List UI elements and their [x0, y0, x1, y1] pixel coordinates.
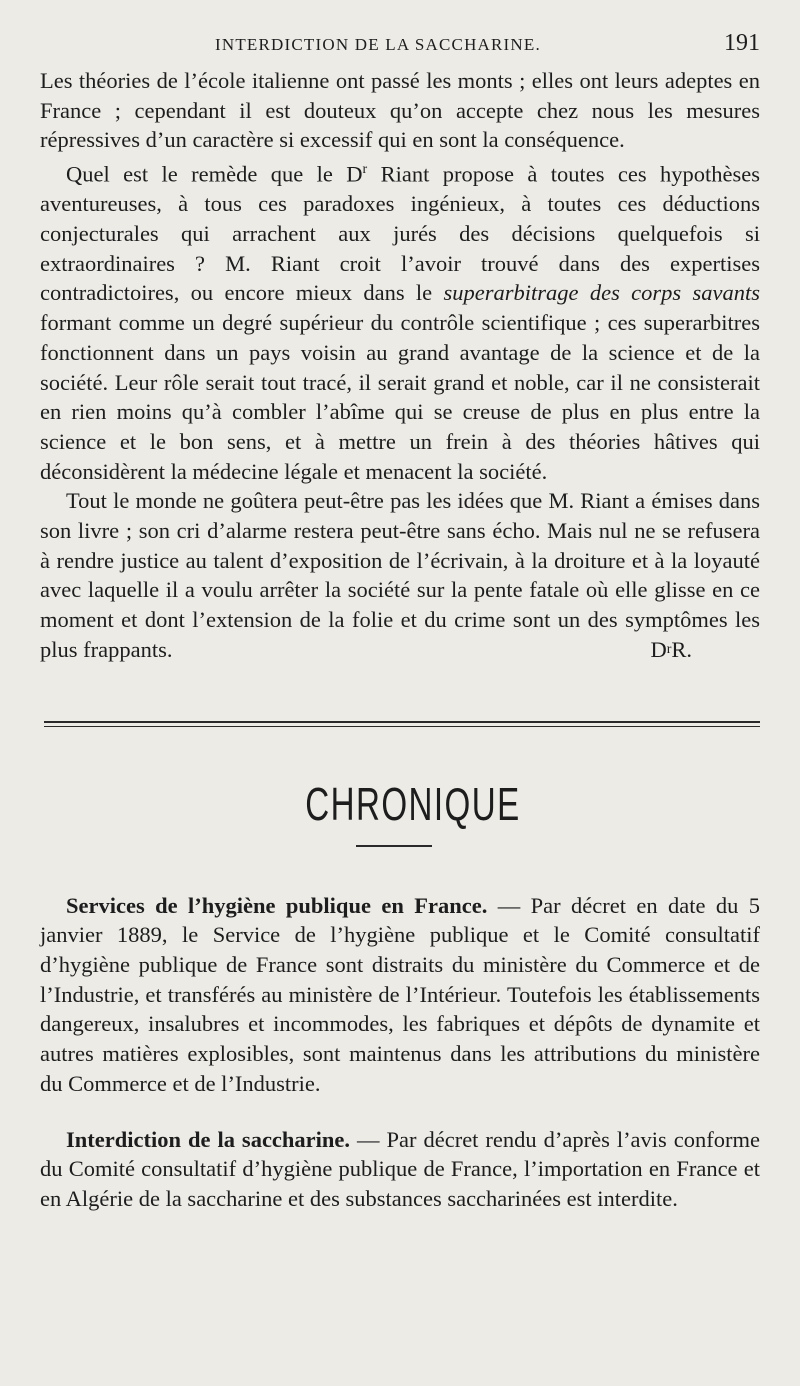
news-item-heading: Interdiction de la saccharine.: [66, 1126, 351, 1152]
divider-line-thick: [44, 721, 760, 723]
divider-line-thin: [44, 726, 760, 727]
paragraph-2-text-b: Riant propose à toutes ces hypothèses aventureuses, à tous ces paradoxes ingénieux, à toutes ces déductions conjecturales qui arrachent aux jurés des décisions quelquefois si extraordinaires ? M. Riant croit l’avoir trouvé dans des expertises contradictoires, ou encore mieux dans le: [40, 161, 760, 306]
paragraph-2: [40, 155, 760, 486]
signature-sup: r: [666, 641, 672, 657]
title-underline-rule: [356, 845, 432, 847]
running-head-title: INTERDICTION DE LA SACCHARINE.: [215, 35, 541, 54]
review-conclusion: [40, 66, 760, 665]
book-page: [40, 30, 760, 1214]
news-item-paragraph: [40, 1125, 760, 1214]
doctor-abbrev-sup: r: [362, 162, 368, 178]
news-item-body: — Par décret en date du 5 janvier 1889, le Service de l’hygiène publique et le Comité consultatif d’hygiène publique de France sont distraits du ministère du Commerce et de l’Industrie, et transférés au ministère de l’Intérieur. Toutefois les établissements dangereux, insalubres et incommodes, les fabriques et dépôts de dynamite et autres matières explosibles, sont maintenus dans les attributions du ministère du Commerce et de l’Industrie.: [40, 892, 760, 1096]
paragraph-1: Les théories de l’école italienne ont passé les monts ; elles ont leurs adeptes en France ; cependant il est douteux qu’on accepte chez nous les mesures répressives d’un caractère si excessif qui en sont la conséquence.: [40, 68, 760, 153]
news-item-saccharine: [40, 1125, 760, 1214]
paragraph-3: Tout le monde ne goûtera peut-être pas les idées que M. Riant a émises dans son livre ; son cri d’alarme restera peut-être sans écho. Mais nul ne se refusera à rendre justice au talent d’exposition de l’écrivain, à la droiture et à la loyauté avec laquelle il a voulu arrêter la société sur la pente fatale où elle glisse en ce moment et dont l’extension de la folie et du crime sont un des symptômes les plus frappants.: [40, 488, 760, 662]
section-divider: [44, 721, 760, 727]
signature-prefix: D: [650, 636, 667, 662]
news-item-paragraph: [40, 891, 760, 1099]
paragraph-2-text-a: Quel est le remède que le D: [66, 161, 363, 187]
section-title: CHRONIQUE: [305, 777, 521, 830]
paragraph-2-text-c: formant comme un degré supérieur du contrôle scientifique ; ces superarbitres fonctionnent dans un pays voisin au grand avantage de la science et de la société. Leur rôle serait tout tracé, il serait grand et noble, car il ne consisterait en rien moins qu’à combler l’abîme qui se creuse de plus en plus entre la science et le bon sens, et à mettre un frein à des théories hâtives qui déconsidèrent la médecine légale et menacent la société.: [40, 310, 760, 484]
news-item-body: — Par décret rendu d’après l’avis conforme du Comité consultatif d’hygiène publique de France, l’importation en France et en Algérie de la saccharine et des substances saccharinées est interdite.: [40, 1126, 760, 1211]
running-head: [40, 30, 760, 66]
news-item-hygiene: [40, 891, 760, 1099]
signature-suffix: R.: [671, 636, 692, 662]
news-item-heading: Services de l’hygiène publique en France.: [66, 892, 488, 918]
paragraph-2-italic: superarbitrage des corps savants: [443, 280, 760, 306]
page-number: 191: [724, 30, 760, 56]
